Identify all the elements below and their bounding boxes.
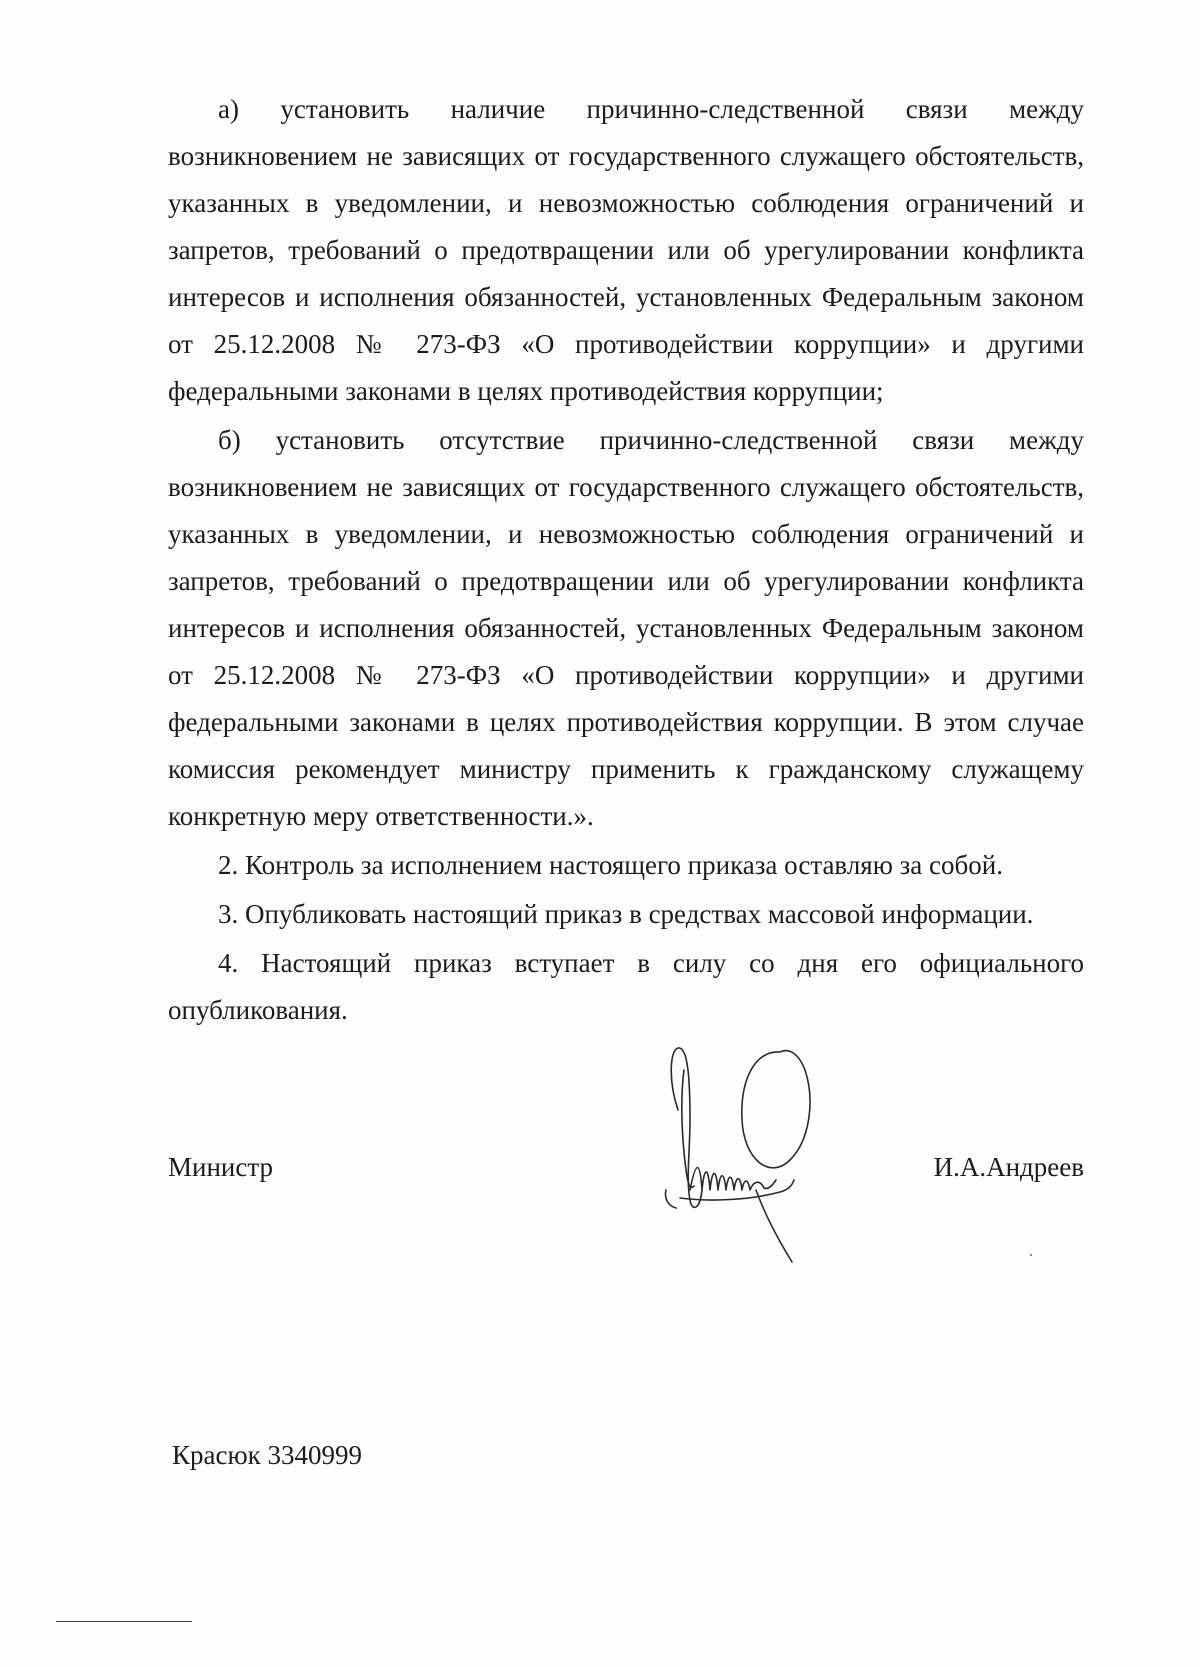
signer-title: Министр [168,1152,273,1182]
signature-loop-right [742,1051,810,1168]
signature-block [168,1152,1084,1212]
signature-loop-left [671,1048,702,1208]
paragraph-4: 4. Настоящий приказ вступает в силу со дня его официального опубликования. [168,948,1084,1025]
paragraph-b: б) установить отсутствие причинно-следственной связи между возникновением не зависящих от государственного служащего обстоятельств, указанных в уведомлении, и невозможностью соблюдения ограничений и запретов, требований о предотвращении или об урегулировании конфликта интересов и исполнения обязанностей, установленных Федеральным законом от 25.12.2008 № 273-ФЗ «О противодействии коррупции» и другими федеральными законами в целях противодействия коррупции. В этом случае комиссия рекомендует министру применить к гражданскому служащему конкретную меру ответственности.». [168,425,1084,831]
signature-tail [756,1190,792,1262]
handwritten-signature [660,1040,830,1270]
signer-name: И.А.Андреев [933,1152,1084,1182]
scan-speck [1030,1254,1032,1256]
signature-stroke-left [665,1190,676,1208]
signature-scribble [690,1168,776,1191]
signature-underline [680,1180,794,1200]
paragraph-a: а) установить наличие причинно-следственной связи между возникновением не зависящих от государственного служащего обстоятельств, указанных в уведомлении, и невозможностью соблюдения ограничений и запретов, требований о предотвращении или об урегулировании конфликта интересов и исполнения обязанностей, установленных Федеральным законом от 25.12.2008 № 273-ФЗ «О противодействии коррупции» и другими федеральными законами в целях противодействия коррупции; [168,94,1084,406]
paragraph-3: 3. Опубликовать настоящий приказ в средствах массовой информации. [218,899,1034,929]
contact-line: Красюк 3340999 [172,1440,363,1470]
footnote-divider [56,1621,192,1622]
document-body [168,86,1084,1034]
paragraph-2: 2. Контроль за исполнением настоящего приказа оставляю за собой. [218,850,1003,880]
